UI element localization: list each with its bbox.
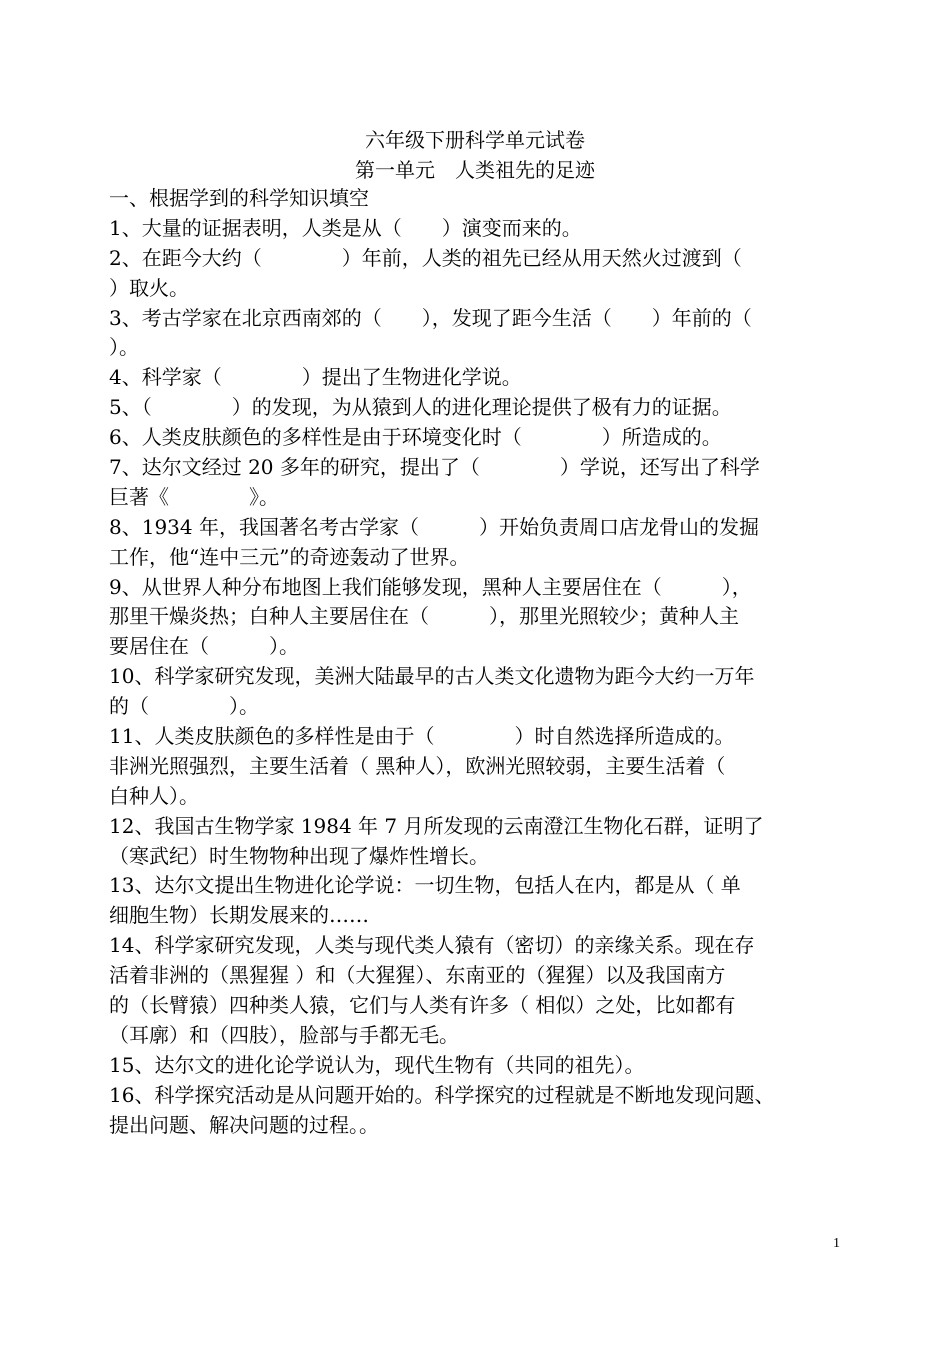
question-2-line-2: ）取火。 — [109, 275, 189, 300]
question-9-line-1: 9、从世界人种分布地图上我们能够发现，黑种人主要居住在（ ）， — [109, 574, 752, 599]
question-15: 15、达尔文的进化论学说认为，现代生物有（共同的祖先）。 — [109, 1052, 645, 1077]
question-12-line-2: （寒武纪）时生物物种出现了爆炸性增长。 — [109, 843, 489, 868]
question-14-line-4: （耳廓）和（四肢），脸部与手都无毛。 — [109, 1022, 459, 1047]
unit-subtitle: 第一单元 人类祖先的足迹 — [355, 158, 595, 182]
question-8-line-1: 8、1934 年，我国著名考古学家（ ）开始负责周口店龙骨山的发掘 — [109, 514, 759, 539]
question-9-line-2: 那里干燥炎热；白种人主要居住在（ ），那里光照较少；黄种人主 — [109, 604, 739, 629]
question-16-line-1: 16、科学探究活动是从问题开始的。科学探究的过程就是不断地发现问题、 — [109, 1082, 775, 1107]
question-14-line-2: 活着非洲的（黑猩猩 ）和（大猩猩）、东南亚的（猩猩）以及我国南方 — [109, 963, 726, 988]
question-7-line-2: 巨著《 》。 — [109, 484, 279, 509]
question-1: 1、大量的证据表明，人类是从（ ）演变而来的。 — [109, 215, 582, 240]
question-2-line-1: 2、在距今大约（ ）年前，人类的祖先已经从用天然火过渡到（ — [109, 245, 742, 270]
page-number: 1 — [833, 1236, 840, 1251]
question-14-line-3: 的（长臂猿）四种类人猿，它们与人类有许多（ 相似）之处，比如都有 — [109, 993, 736, 1018]
question-13-line-2: 细胞生物）长期发展来的…… — [109, 903, 369, 928]
question-4: 4、科学家（ ）提出了生物进化学说。 — [109, 365, 522, 390]
question-3-line-1: 3、考古学家在北京西南郊的（ ），发现了距今生活（ ）年前的（ — [109, 305, 752, 330]
question-16-line-2: 提出问题、解决问题的过程。。 — [109, 1112, 379, 1137]
question-11-line-3: 白种人）。 — [109, 783, 199, 808]
section-heading: 一、根据学到的科学知识填空 — [109, 186, 369, 210]
question-5: 5、（ ）的发现，为从猿到人的进化理论提供了极有力的证据。 — [109, 395, 732, 420]
document-body — [109, 184, 859, 1141]
document-title: 六年级下册科学单元试卷 — [365, 128, 585, 152]
question-3-line-2: ）。 — [109, 335, 139, 360]
question-12-line-1: 12、我国古生物学家 1984 年 7 月所发现的云南澄江生物化石群，证明了 — [109, 813, 764, 838]
question-13-line-1: 13、达尔文提出生物进化论学说：一切生物，包括人在内，都是从（ 单 — [109, 873, 741, 898]
question-10-line-2: 的（ ）。 — [109, 694, 259, 719]
question-14-line-1: 14、科学家研究发现，人类与现代类人猿有（密切）的亲缘关系。现在存 — [109, 933, 755, 958]
question-11-line-2: 非洲光照强烈，主要生活着（ 黑种人），欧洲光照较弱，主要生活着（ — [109, 753, 726, 778]
question-6: 6、人类皮肤颜色的多样性是由于环境变化时（ ）所造成的。 — [109, 425, 722, 450]
question-8-line-2: 工作，他“连中三元”的奇迹轰动了世界。 — [109, 544, 470, 569]
question-11-line-1: 11、人类皮肤颜色的多样性是由于（ ）时自然选择所造成的。 — [109, 724, 735, 749]
question-10-line-1: 10、科学家研究发现，美洲大陆最早的古人类文化遗物为距今大约一万年 — [109, 664, 755, 689]
question-7-line-1: 7、达尔文经过 20 多年的研究，提出了（ ）学说，还写出了科学 — [109, 455, 760, 480]
question-9-line-3: 要居住在（ ）。 — [109, 634, 299, 659]
